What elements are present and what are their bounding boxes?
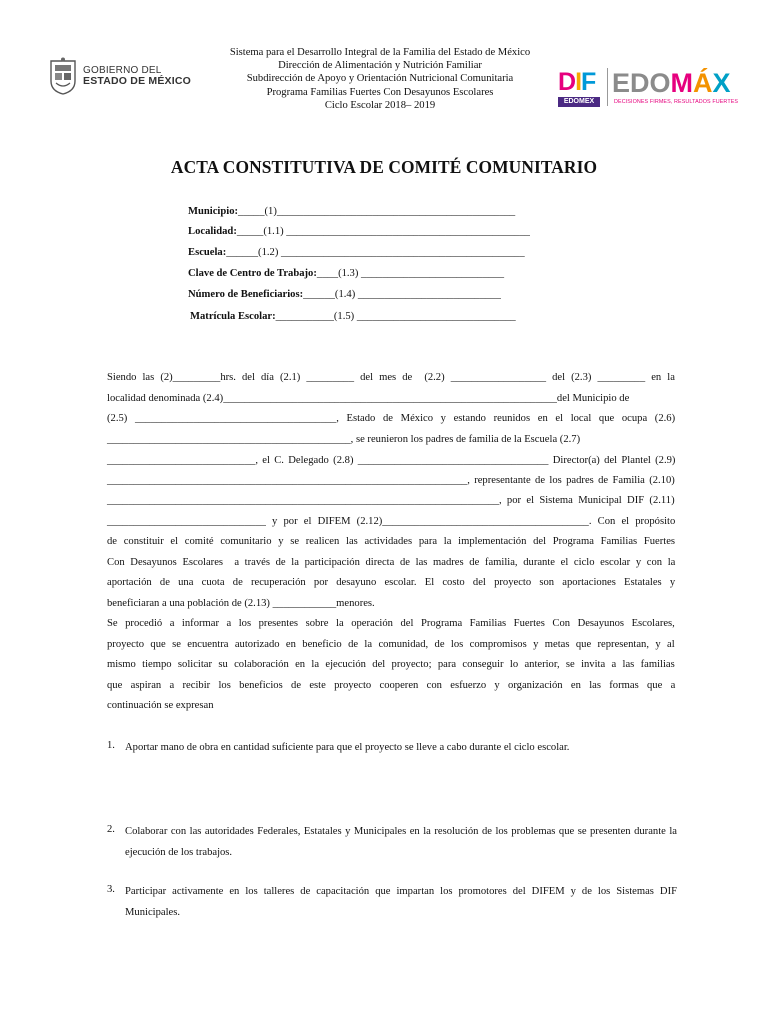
gobierno-estado-de-mexico-logo: [48, 56, 198, 96]
edomex-tagline: DECISIONES FIRMES, RESULTADOS FUERTES: [614, 99, 739, 105]
list-item-number: 3.: [107, 884, 115, 895]
paragraph-line: aportación de una cuota de recuperación por desayuno escolar. El costo del proyecto son aportaciones Estatales y: [107, 577, 676, 588]
gobierno-logo-text: [83, 65, 191, 87]
list-item-text: Aportar mano de obra en cantidad suficiente para que el proyecto se lleve a cabo durante el ciclo escolar.: [125, 742, 570, 753]
gobierno-logo-line1: GOBIERNO DEL: [83, 65, 162, 76]
field-label: Municipio:: [188, 206, 239, 217]
field-clave-centro-trabajo: [188, 268, 504, 279]
field-label: Clave de Centro de Trabajo:: [188, 268, 317, 279]
paragraph-line: Siendo las (2)_________hrs. del día (2.1) _________ del mes de (2.2) __________________ del (2.3) _________ en la: [107, 372, 675, 383]
dif-logo-word: DIF: [558, 68, 596, 96]
field-label: Escuela:: [188, 247, 227, 258]
field-blank: ______(1.2) ______________________________________________: [226, 247, 525, 258]
edomex-logo-word: EDOMÁX: [612, 68, 731, 98]
dif-logo-sub: EDOMEX: [558, 97, 600, 107]
list-item-text: Colaborar con las autoridades Federales, Estatales y Municipales en la resolución de los problemas que se presenten durante la ejecución de los trabajos.: [125, 826, 677, 858]
paragraph-line: __________________________________________________________________________, por el Sistema Municipal DIF (2.11): [107, 495, 675, 506]
paragraph-line: mismo tiempo solicitar su colaboración en la ejecución del proyecto; para conseguir lo anterior, se invita a las familias: [107, 659, 675, 670]
header-line: Programa Familias Fuertes Con Desayunos Escolares: [266, 86, 494, 98]
paragraph-line: que aspiran a recibir los beneficios de este proyecto cooperen con esfuerzo y organización en las formas que a: [107, 680, 676, 691]
field-blank: ______(1.4) ___________________________: [303, 289, 501, 300]
paragraph-line: continuación se expresan: [107, 700, 214, 711]
paragraph-line: ____________________________________________________________________, representante de los padres de Familia (2.10): [107, 475, 675, 486]
list-item-number: 2.: [107, 824, 115, 835]
field-label: Matrícula Escolar:: [190, 311, 276, 322]
header-line: Ciclo Escolar 2018– 2019: [324, 99, 436, 111]
list-item-number: 1.: [107, 740, 115, 751]
field-label: Localidad:: [188, 226, 237, 237]
header-line: Sistema para el Desarrollo Integral de la Familia del Estado de México: [229, 47, 531, 58]
field-blank: ____(1.3) ___________________________: [316, 268, 505, 279]
header-line: Dirección de Alimentación y Nutrición Familiar: [278, 60, 482, 72]
field-blank: _____(1.1) ______________________________________________: [236, 226, 530, 237]
field-localidad: [188, 226, 530, 237]
paragraph-line: de constituir el comité comunitario y se realicen las actividades para la implementación del Programa Familias Fuertes: [107, 536, 676, 547]
paragraph-line: (2.5) ______________________________________, Estado de México y estando reunidos en el local que ocupa (2.6): [107, 413, 676, 424]
paragraph-line: proyecto que se encuentra autorizado en beneficio de la comunidad, de los compromisos y metas que representan, y al: [107, 639, 675, 650]
paragraph-line: beneficiaran a una población de (2.13) ____________menores.: [107, 598, 375, 609]
field-blank: _____(1)_____________________________________________: [238, 206, 516, 217]
paragraph-line: ____________________________, el C. Delegado (2.8) ____________________________________ Director(a) del Plantel (2.9): [107, 455, 676, 466]
document-title: ACTA CONSTITUTIVA DE COMITÉ COMUNITARIO: [170, 157, 598, 177]
logo-divider: [607, 68, 608, 106]
field-numero-beneficiarios: [188, 289, 501, 300]
paragraph-line: Se procedió a informar a los presentes sobre la operación del Programa Familias Fuertes Con Desayunos Escolares,: [107, 618, 675, 629]
gobierno-logo-line2: ESTADO DE MÉXICO: [83, 75, 192, 87]
field-municipio: [188, 206, 515, 217]
paragraph-line: Con Desayunos Escolares a través de la participación directa de las madres de familia, durante el ciclo escolar y con la: [107, 557, 676, 568]
field-blank: ___________(1.5) ______________________________: [275, 311, 516, 322]
dif-edomex-logo: [558, 66, 739, 112]
state-seal-icon: [48, 57, 78, 95]
header-line: Subdirección de Apoyo y Orientación Nutricional Comunitaria: [246, 73, 514, 85]
dif-logo: [558, 68, 602, 108]
field-matricula-escolar: [190, 311, 516, 322]
paragraph-line: ______________________________ y por el DIFEM (2.12)_______________________________________. Con el propósito: [107, 516, 676, 527]
header-institution-lines: [190, 46, 570, 112]
field-label: Número de Beneficiarios:: [188, 289, 304, 300]
paragraph-line: localidad denominada (2.4)_______________________________________________________________del Municipio de: [107, 393, 630, 404]
field-escuela: [188, 247, 525, 258]
list-item-text: Participar activamente en los talleres de capacitación que impartan los promotores del DIFEM y de los Sistemas DIF Municipales.: [125, 886, 677, 918]
paragraph-line: ______________________________________________, se reunieron los padres de familia de la Escuela (2.7): [107, 434, 581, 445]
